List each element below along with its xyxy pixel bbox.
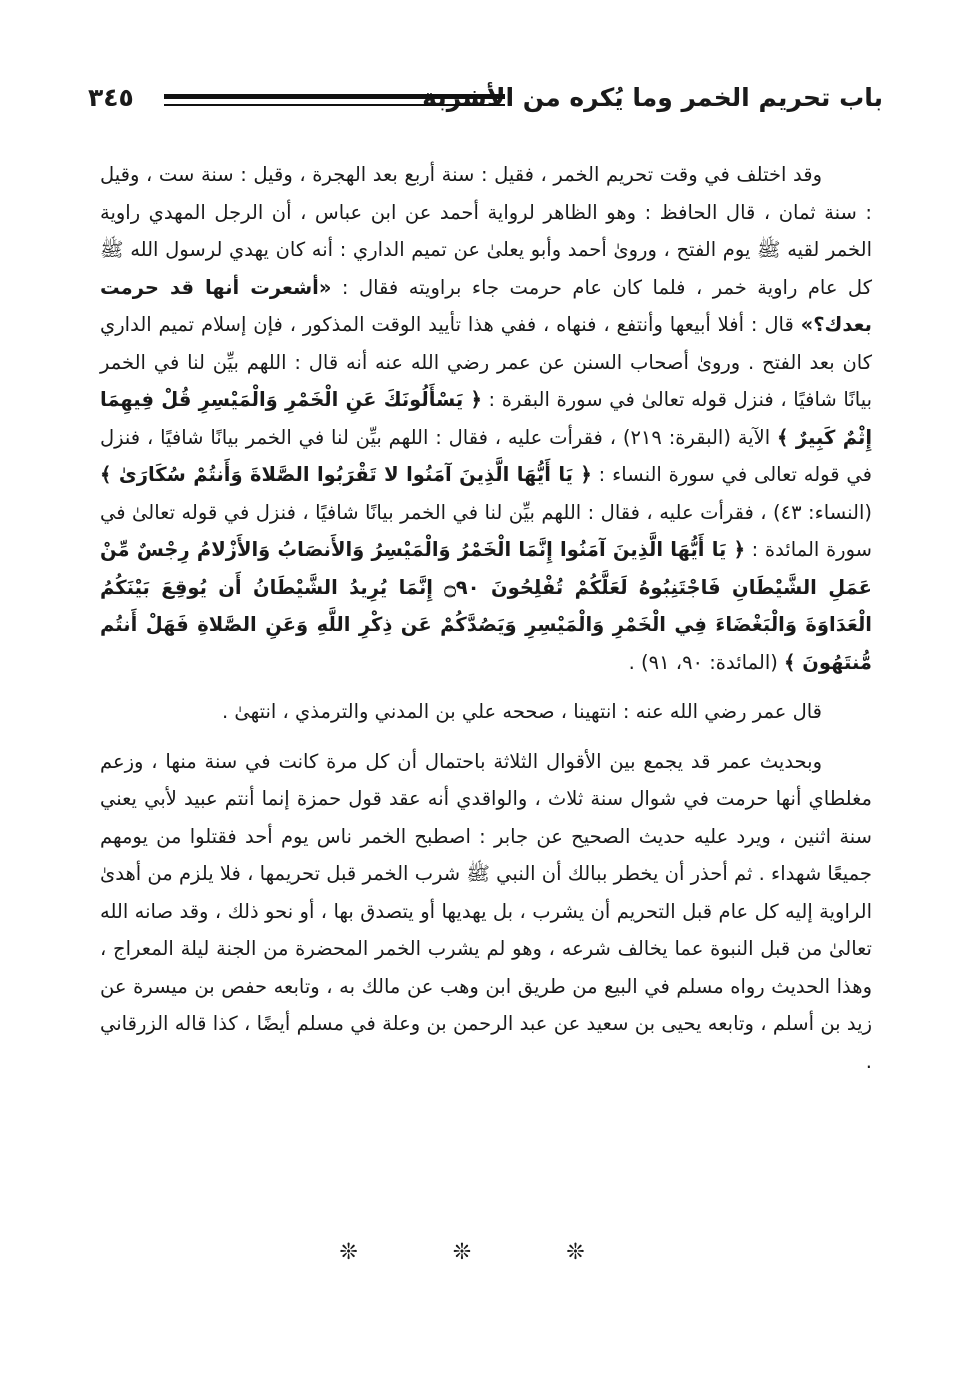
text-segment: وبحديث عمر قد يجمع بين الأقوال الثلاثة باحتمال أن كل مرة كانت في سنة منها ، وزعم مغلطاي أنها حرمت في شوال سنة ثلاث ، والواقدي أنه عقد قول حمزة إنما أنتم عبيد لأبي يعني سنة اثنين ، ويرد عليه حديث الصحيح عن جابر : اصطبح الخمر ناس يوم أحد فقتلوا من يومهم جميعًا شهداء . ثم أحذر أن يخطر ببالك أن النبي ﷺ شرب الخمر قبل تحريمها ، فلا يلزم من أهدىٰ الراوية إليه كل عام قبل التحريم أن يشرب ، بل يهديها أو يتصدق بها ، أو نحو ذلك ، وقد صانه الله تعالىٰ من قبل النبوة عما يخالف شرعه ، وهو لم يشرب الخمر المحضرة من الجنة ليلة المعراج ، وهذا الحديث رواه مسلم في البيع من طريق ابن وهب عن مالك به ، وتابعه حفص بن ميسرة عن زيد بن أسلم ، وتابعه يحيى بن سعيد عن عبد الرحمن بن وعلة في مسلم أيضًا ، كذا قاله الزرقاني . [100, 749, 872, 1073]
section-end-ornament: ❊ ❊ ❊ [339, 1240, 629, 1265]
text-segment: (النساء: ٤٣) ، فقرأت عليه ، فقال : اللهم بيِّن لنا في الخمر بيانًا شافيًا ، فنزل في قوله تعالىٰ في سورة المائدة : [100, 500, 872, 561]
text-segment: (المائدة: ٩٠، ٩١) . [628, 650, 785, 674]
text-segment: قال عمر رضي الله عنه : انتهينا ، صححه علي بن المدني والترمذي ، انتهىٰ . [221, 700, 822, 723]
text-segment: قال : أفلا أبيعها وأنتفع ، فنهاه ، ففي هذا تأييد الوقت المذكور ، فإن إسلام تميم الداري كان بعد الفتح . وروىٰ أصحاب السنن عن عمر رضي الله عنه أنه قال : اللهم بيِّن لنا في الخمر بيانًا شافيًا ، فنزل قوله تعالىٰ في سورة البقرة : [100, 313, 873, 411]
running-title: باب تحريم الخمر وما يُكره من الأشربة [422, 83, 883, 112]
hadith-quote: «أشعرت أنها قد حرمت بعدك؟» [100, 275, 872, 336]
page-number: ٣٤٥ [88, 83, 134, 112]
paragraph-1 [100, 156, 872, 681]
page-header [88, 78, 883, 124]
main-text [100, 156, 872, 1080]
text-segment: وقد اختلف في وقت تحريم الخمر ، فقيل : سنة أربع بعد الهجرة ، وقيل : سنة ست ، وقيل : سنة ثمان ، قال الحافظ : وهو الظاهر لرواية أحمد عن ابن عباس ، أن الرجل المهدي راوية الخمر لقيه ﷺ يوم الفتح ، وروىٰ أحمد وأبو يعلىٰ عن تميم الداري : أنه كان يهدي لرسول الله ﷺ كل عام راوية خمر ، فلما كان عام حرمت جاء براويته فقال : [100, 163, 872, 299]
header-double-rule [164, 94, 505, 106]
paragraph-2 [100, 693, 872, 731]
quran-verse-baqarah: ﴿ يَسْأَلُونَكَ عَنِ الْخَمْرِ وَالْمَيْسِرِ قُلْ فِيهِمَا إِثْمٌ كَبِيرٌ ﴾ [100, 388, 873, 449]
paragraph-3 [100, 743, 872, 1081]
quran-verse-nisa: ﴿ يَا أَيُّهَا الَّذِينَ آمَنُوا لا تَقْرَبُوا الصَّلاةَ وَأَنتُمْ سُكَارَىٰ ﴾ [100, 463, 592, 486]
text-segment: الآية (البقرة: ٢١٩) ، فقرأت عليه ، فقال : اللهم بيِّن لنا في الخمر بيانًا شافيًا ، فنزل في قوله تعالى في سورة النساء : [100, 425, 872, 486]
quran-verse-maidah: ﴿ يَا أَيُّهَا الَّذِينَ آمَنُوا إِنَّمَا الْخَمْرُ وَالْمَيْسِرُ وَالأَنصَابُ وَالأَزْلامُ رِجْسٌ مِّنْ عَمَلِ الشَّيْطَانِ فَاجْتَنِبُوهُ لَعَلَّكُمْ تُفْلِحُونَ ۝٩٠ إِنَّمَا يُرِيدُ الشَّيْطَانُ أَن يُوقِعَ بَيْنَكُمُ الْعَدَاوَةَ وَالْبَغْضَاءَ فِي الْخَمْرِ وَالْمَيْسِرِ وَيَصُدَّكُمْ عَن ذِكْرِ اللَّهِ وَعَنِ الصَّلاةِ فَهَلْ أَنتُم مُّنتَهُونَ ﴾ [100, 538, 873, 674]
